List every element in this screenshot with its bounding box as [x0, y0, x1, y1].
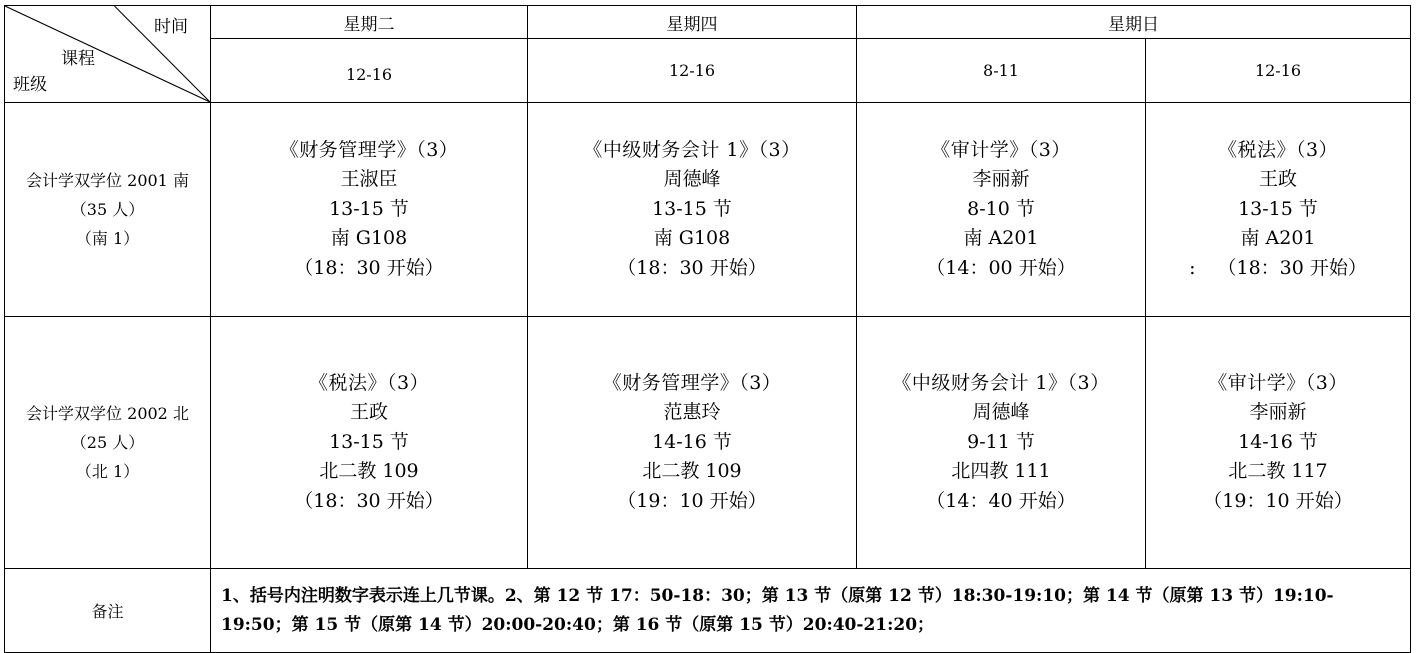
course-room: 南 A201 [1240, 227, 1316, 250]
class-code: （南 1） [75, 229, 140, 248]
course-room: 北四教 111 [951, 460, 1051, 483]
course-cell-sunday-morning [857, 317, 1146, 569]
time-header-thursday: 12-16 [528, 39, 857, 103]
course-title: 《审计学》（3） [1208, 371, 1348, 394]
course-periods: 9-11 节 [967, 430, 1035, 453]
course-title: 《财务管理学》（3） [279, 138, 459, 161]
day-header-sunday: 星期日 [857, 6, 1411, 39]
time-header-sunday-morning: 8-11 [857, 39, 1146, 103]
course-teacher: 王淑臣 [340, 168, 398, 191]
course-periods: 13-15 节 [652, 197, 732, 220]
class-row-2001 [5, 103, 1411, 317]
day-header-tuesday: 星期二 [211, 6, 528, 39]
course-cell-sunday-afternoon [1146, 317, 1411, 569]
course-start-time: （18：30 开始） [294, 489, 444, 512]
course-periods: 14-16 节 [652, 430, 732, 453]
course-start-time: （19：10 开始） [617, 489, 767, 512]
course-room: 南 A201 [963, 227, 1039, 250]
corner-header-cell [5, 6, 211, 103]
notes-row [5, 569, 1411, 653]
course-schedule-table [4, 5, 1411, 653]
course-title: 《财务管理学》（3） [602, 371, 782, 394]
course-teacher: 范惠玲 [663, 401, 721, 424]
course-start-time-line [1146, 254, 1410, 284]
class-code: （北 1） [75, 462, 140, 481]
time-header-sunday-afternoon: 12-16 [1146, 39, 1411, 103]
class-student-count: （35 人） [70, 200, 145, 219]
course-cell-thursday [528, 317, 857, 569]
course-room: 北二教 109 [319, 460, 419, 483]
course-teacher: 李丽新 [972, 168, 1030, 191]
course-room: 北二教 117 [1228, 460, 1328, 483]
course-start-time: （18：30 开始） [1217, 256, 1367, 279]
header-row-times [5, 39, 1411, 103]
stray-colon-mark: : [1189, 256, 1196, 279]
course-periods: 8-10 节 [967, 197, 1035, 220]
corner-label-time: 时间 [154, 17, 188, 37]
class-name: 会计学双学位 2001 南 [26, 171, 189, 190]
course-title: 《中级财务会计 1》（3） [583, 138, 801, 161]
course-periods: 14-16 节 [1238, 430, 1318, 453]
course-title: 《税法》（3） [1217, 138, 1339, 161]
course-start-time: （18：30 开始） [294, 256, 444, 279]
day-header-thursday: 星期四 [528, 6, 857, 39]
course-periods: 13-15 节 [329, 430, 409, 453]
course-room: 北二教 109 [642, 460, 742, 483]
class-row-2002 [5, 317, 1411, 569]
course-cell-sunday-morning [857, 103, 1146, 317]
course-start-time: （18：30 开始） [617, 256, 767, 279]
time-header-tuesday: 12-16 [211, 39, 528, 103]
course-cell-sunday-afternoon [1146, 103, 1411, 317]
course-title: 《中级财务会计 1》（3） [892, 371, 1110, 394]
header-row-days [5, 6, 1411, 39]
course-teacher: 李丽新 [1249, 401, 1307, 424]
corner-label-class: 班级 [13, 75, 47, 95]
course-title: 《审计学》（3） [931, 138, 1071, 161]
course-teacher: 周德峰 [972, 401, 1030, 424]
notes-text: 1、括号内注明数字表示连上几节课。2、第 12 节 17：50-18：30；第 13 节（原第 12 节）18:30-19:10；第 14 节（原第 13 节）19:10-19:50；第 15 节（原第 14 节）20:00-20:40；第 16 节（原第 15 节）20:40-21:20； [211, 569, 1411, 653]
class-info-cell [5, 317, 211, 569]
course-periods: 13-15 节 [1238, 197, 1318, 220]
course-start-time: （19：10 开始） [1203, 489, 1353, 512]
course-periods: 13-15 节 [329, 197, 409, 220]
course-title: 《税法》（3） [308, 371, 430, 394]
course-cell-thursday [528, 103, 857, 317]
course-teacher: 周德峰 [663, 168, 721, 191]
course-cell-tuesday [211, 103, 528, 317]
notes-label: 备注 [5, 569, 211, 653]
course-teacher: 王政 [1258, 168, 1297, 191]
class-info-cell [5, 103, 211, 317]
course-cell-tuesday [211, 317, 528, 569]
course-start-time: （14：00 开始） [926, 256, 1076, 279]
course-start-time: （14：40 开始） [926, 489, 1076, 512]
corner-label-course: 课程 [61, 49, 95, 69]
class-name: 会计学双学位 2002 北 [26, 404, 189, 423]
course-room: 南 G108 [653, 227, 731, 250]
course-room: 南 G108 [330, 227, 408, 250]
course-teacher: 王政 [349, 401, 388, 424]
class-student-count: （25 人） [70, 433, 145, 452]
